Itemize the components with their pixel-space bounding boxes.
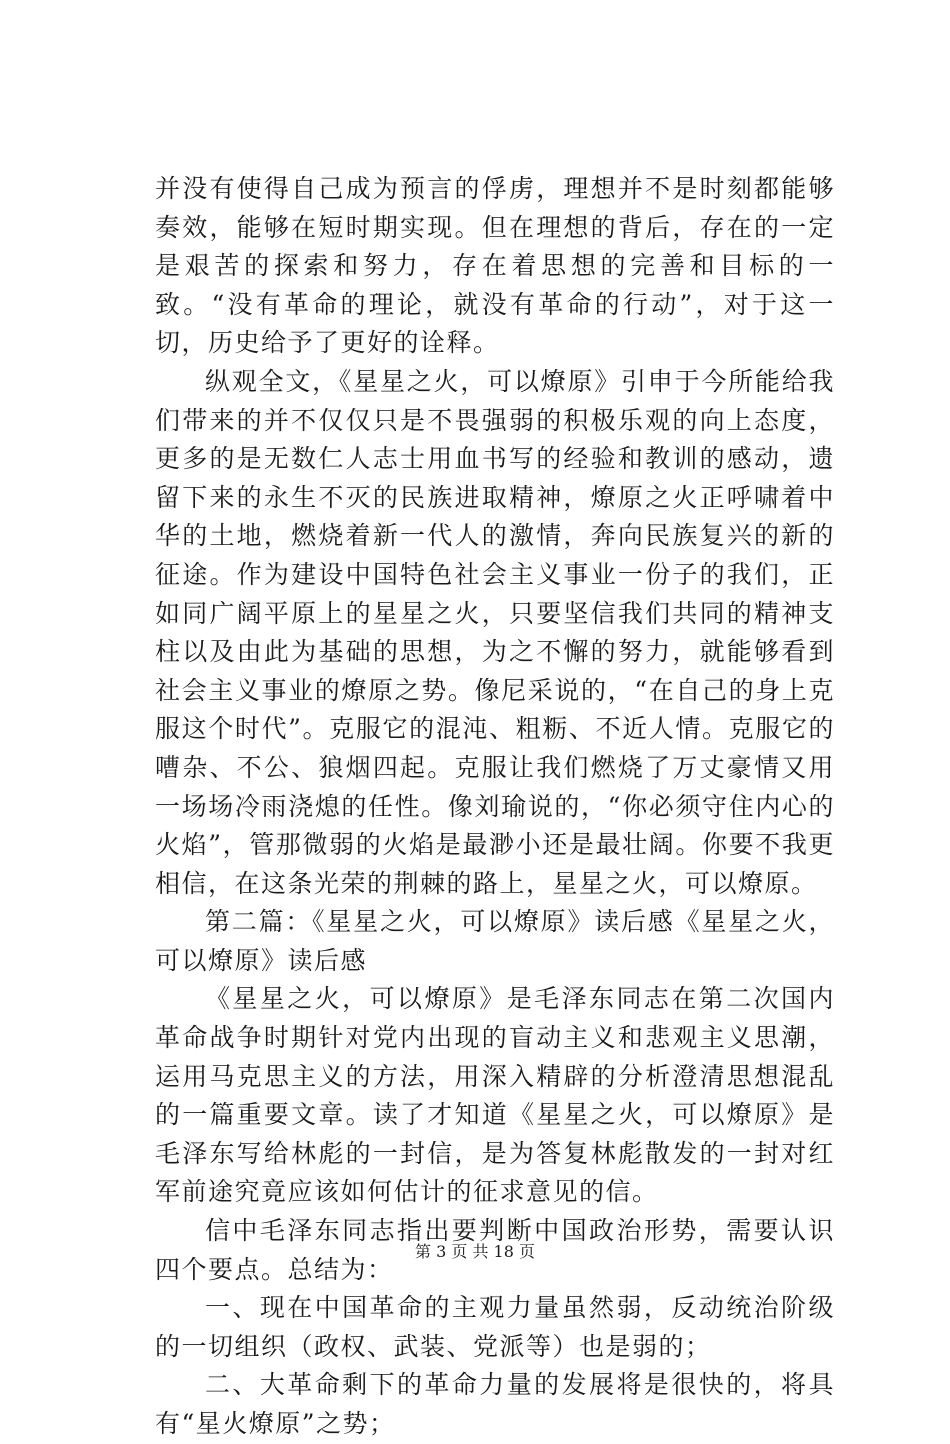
- list-item-point-2: 二、大革命剩下的革命力量的发展将是很快的，将具有“星火燎原”之势；: [155, 1370, 835, 1438]
- section-heading: 第二篇：《星星之火，可以燎原》读后感《星星之火，可以燎原》读后感: [155, 907, 835, 975]
- paragraph-summary: 纵观全文，《星星之火，可以燎原》引申于今所能给我们带来的并不仅仅只是不畏强弱的积极乐观的向上态度，更多的是无数仁人志士用血书写的经验和教训的感动，遗留下来的永生不灭的民族进取精神，燎原之火正呼啸着中华的土地，燃烧着新一代人的激情，奔向民族复兴的新的征途。作为建设中国特色社会主义事业一份子的我们，正如同广阔平原上的星星之火，只要坚信我们共同的精神支柱以及由此为基础的思想，为之不懈的努力，就能够看到社会主义事业的燎原之势。像尼采说的，“在自己的身上克服这个时代”。克服它的混沌、粗粝、不近人情。克服它的嘈杂、不公、狼烟四起。克服让我们燃烧了万丈豪情又用一场场冷雨浇熄的任性。像刘瑜说的，“你必须守住内心的火焰”，管那微弱的火焰是最渺小还是最壮阔。你要不我更相信，在这条光荣的荆棘的路上，星星之火，可以燎原。: [155, 366, 835, 898]
- paragraph-intro: 《星星之火，可以燎原》是毛泽东同志在第二次国内革命战争时期针对党内出现的盲动主义和悲观主义思潮，运用马克思主义的方法，用深入精辟的分析澄清思想混乱的一篇重要文章。读了才知道《星星之火，可以燎原》是毛泽东写给林彪的一封信，是为答复林彪散发的一封对红军前途究竟应该如何估计的征求意见的信。: [155, 984, 835, 1207]
- paragraph-points-intro: 信中毛泽东同志指出要判断中国政治形势，需要认识四个要点。总结为：: [155, 1216, 835, 1284]
- list-item-point-1: 一、现在中国革命的主观力量虽然弱，反动统治阶级的一切组织（政权、武装、党派等）也是弱的；: [155, 1293, 835, 1361]
- paragraph-continuation: 并没有使得自己成为预言的俘虏，理想并不是时刻都能够奏效，能够在短时期实现。但在理想的背后，存在的一定是艰苦的探索和努力，存在着思想的完善和目标的一致。“没有革命的理论，就没有革命的行动”，对于这一切，历史给予了更好的诠释。: [155, 174, 835, 358]
- page-footer: 第 3 页 共 18 页: [415, 1242, 535, 1261]
